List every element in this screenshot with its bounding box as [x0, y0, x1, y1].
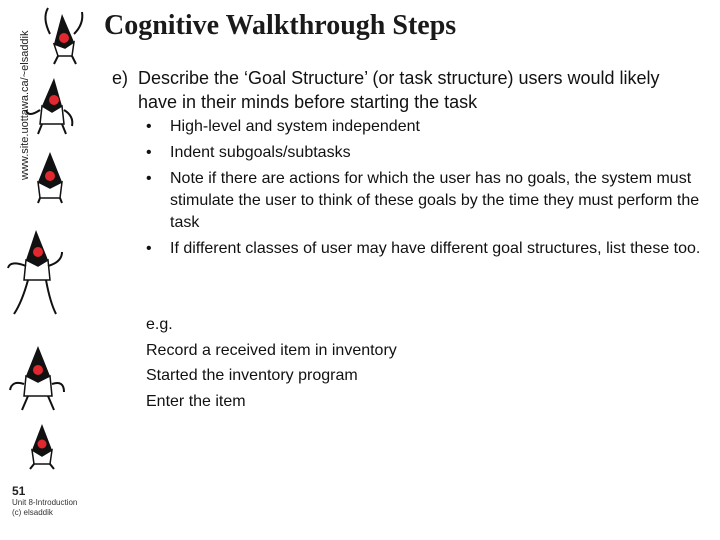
duke-mascot-icon	[24, 70, 76, 136]
bullet-text: High-level and system independent	[170, 118, 420, 135]
bullet-dot: •	[146, 144, 152, 161]
page-number: 51	[12, 484, 26, 498]
main-point	[112, 66, 702, 114]
bullet-item	[146, 142, 706, 164]
duke-mascot-icon	[38, 4, 90, 66]
footer-copyright: (c) elsaddik	[12, 508, 53, 517]
duke-mascot-icon	[4, 222, 66, 318]
example-line: Enter the item	[146, 392, 246, 410]
example-line: Record a received item in inventory	[146, 341, 397, 359]
duke-mascot-icon	[6, 340, 68, 414]
sidebar-url: www.site.uottawa.ca/~elsaddik	[19, 30, 31, 180]
bullet-text: If different classes of user may have different goal structures, list these too.	[170, 240, 701, 257]
example-block	[146, 312, 397, 414]
bullet-dot: •	[146, 170, 152, 187]
duke-mascot-icon	[30, 148, 70, 204]
bullet-dot: •	[146, 240, 152, 257]
bullet-item	[146, 168, 706, 234]
bullet-text: Indent subgoals/subtasks	[170, 144, 351, 161]
example-line: Started the inventory program	[146, 367, 358, 384]
point-marker: e)	[112, 68, 129, 88]
footer-course: Unit 8-Introduction	[12, 498, 78, 507]
bullet-text: Note if there are actions for which the user has no goals, the system must stimulate the user to think of these goals by the time they must perform the task	[170, 170, 700, 231]
example-line: e.g.	[146, 316, 173, 333]
bullet-item	[146, 116, 706, 138]
point-text: Describe the ‘Goal Structure’ (or task structure) users would likely have in their minds before starting the task	[138, 68, 660, 112]
duke-mascot-icon	[20, 420, 64, 470]
bullet-item	[146, 238, 706, 260]
bullet-list	[146, 116, 706, 264]
slide-footer	[12, 484, 77, 518]
slide-title: Cognitive Walkthrough Steps	[104, 10, 457, 41]
bullet-dot: •	[146, 118, 152, 135]
